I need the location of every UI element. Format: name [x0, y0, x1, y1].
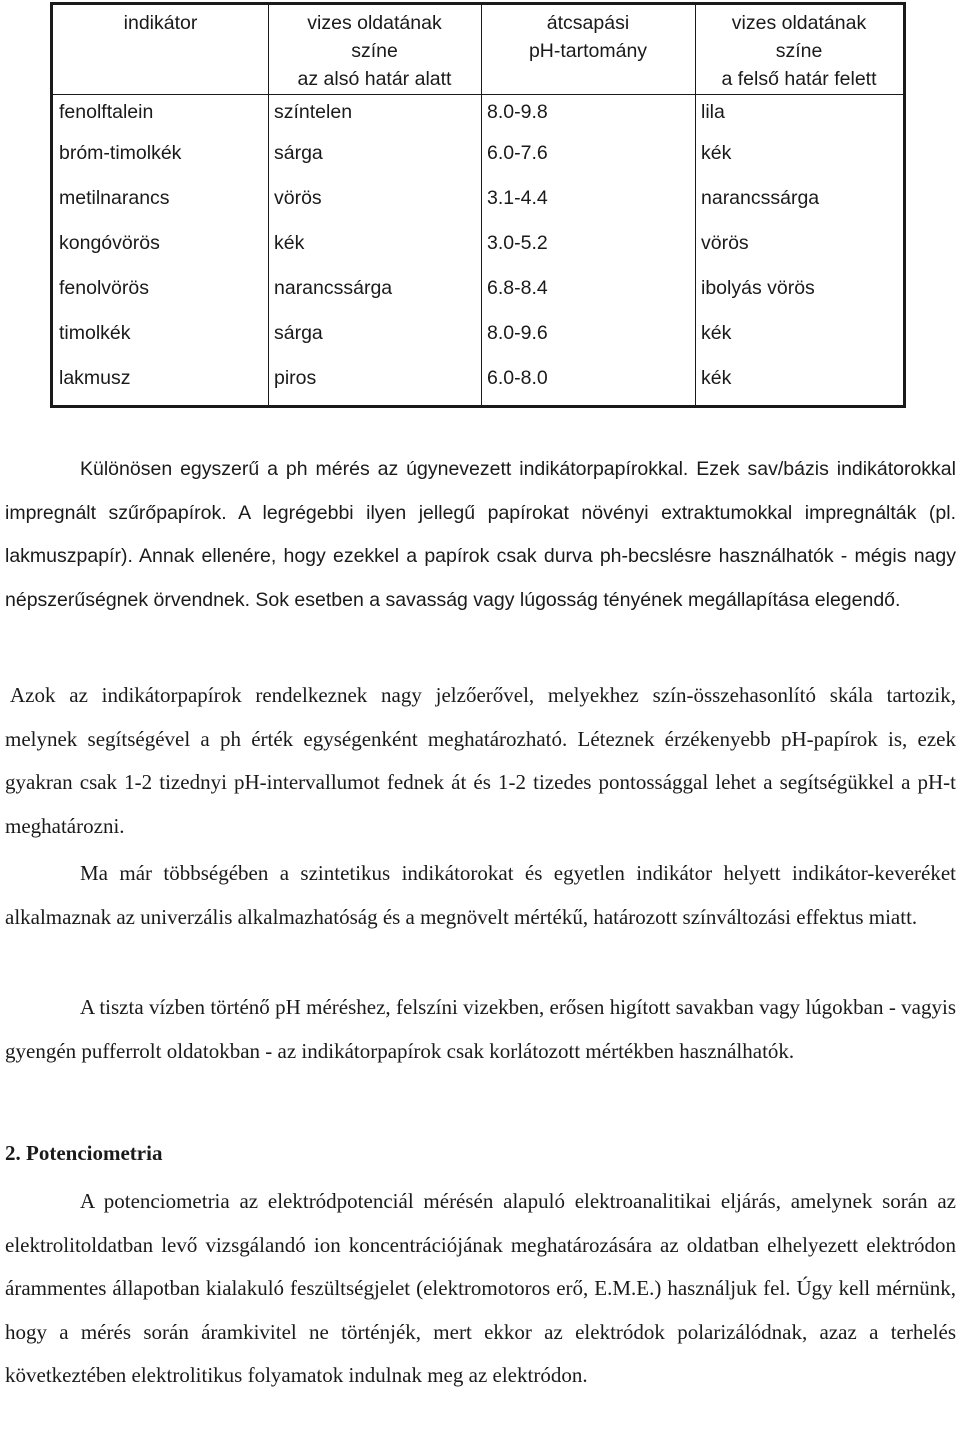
paragraph-indicator-papers: [5, 448, 956, 622]
section-heading: 2. Potenciometria: [5, 1141, 163, 1165]
cell-ph-range: 3.1-4.4: [487, 187, 548, 209]
table-row: [53, 266, 903, 311]
cell-indicator: bróm-timolkék: [59, 142, 182, 164]
cell-color-above: kék: [701, 367, 732, 389]
cell-color-below: vörös: [274, 187, 322, 209]
cell-ph-range: 8.0-9.6: [487, 322, 548, 344]
paragraph-text: Ma már többségében a szintetikus indikátorokat és egyetlen indikátor helyett indikátor-keveréket alkalmaznak az univerzális alkalmazhatóság és a megnövelt mértékű, határozott színváltozási effektus miatt.: [5, 861, 956, 929]
cell-ph-range: 6.0-7.6: [487, 142, 548, 164]
cell-color-above: lila: [701, 101, 725, 123]
header-color-below: vizes oldatának színe az alsó határ alatt: [297, 12, 452, 90]
cell-ph-range: 3.0-5.2: [487, 232, 548, 254]
paragraph-limitations: [5, 986, 956, 1073]
table-header-row: [53, 5, 903, 93]
cell-color-above: ibolyás vörös: [701, 277, 815, 299]
paragraph-text: Különösen egyszerű a ph mérés az úgynevezett indikátorpapírokkal. Ezek sav/bázis indikátorokkal impregnált szűrőpapírok. A legrégebbi ilyen jellegű papírokat növényi extraktumokkal impregnálták (pl. lakmuszpapír). Annak ellenére, hogy ezekkel a papírok csak durva ph-becslésre használhatók - mégis nagy népszerűségnek örvendnek. Sok esetben a savasság vagy lúgosság tényének megállapítása elegendő.: [5, 458, 956, 611]
cell-color-below: színtelen: [274, 101, 353, 123]
table-row: [53, 93, 903, 131]
table-row: [53, 311, 903, 356]
cell-ph-range: 6.0-8.0: [487, 367, 548, 389]
table-row: [53, 221, 903, 266]
cell-indicator: lakmusz: [59, 367, 131, 389]
header-ph-range: átcsapási pH-tartomány: [528, 12, 648, 62]
table-row: [53, 356, 903, 401]
paragraph-text: Azok az indikátorpapírok rendelkeznek nagy jelzőerővel, melyekhez szín-összehasonlító skála tartozik, melynek segítségével a ph érték egységenként meghatározható. Léteznek érzékenyebb pH-papírok is, ezek gyakran csak 1-2 tizednyi pH-intervallumot fednek át és 1-2 tizedes pontossággal lehet a segítségükkel a pH-t meghatározni.: [5, 683, 956, 838]
cell-color-below: kék: [274, 232, 305, 254]
cell-color-below: sárga: [274, 322, 323, 344]
paragraph-potentiometry: [5, 1180, 956, 1398]
paragraph-text: A tiszta vízben történő pH méréshez, felszíni vizekben, erősen higított savakban vagy lúgokban - vagyis gyengén pufferrolt oldatokban - az indikátorpapírok csak korlátozott mértékben használhatók.: [5, 995, 956, 1063]
table-row: [53, 131, 903, 176]
paragraph-text: A potenciometria az elektródpotenciál mérésén alapuló elektroanalitikai eljárás, amelynek során az elektrolitoldatban levő vizsgálandó ion koncentrációjának meghatározására az oldatban elhelyezett elektródon árammentes állapotban kialakuló feszültségjelet (elektromotoros erő, E.M.E.) használjuk fel. Úgy kell mérnünk, hogy a mérés során áramkivitel ne történjék, mert ekkor az elektródok polarizálódnak, azaz a terhelés következtében elektrolitikus folyamatok indulnak meg az elektródon.: [5, 1189, 956, 1387]
cell-indicator: kongóvörös: [59, 232, 160, 254]
paragraph-color-scale: [5, 674, 956, 848]
cell-indicator: timolkék: [59, 322, 131, 344]
cell-color-above: narancssárga: [701, 187, 820, 209]
cell-ph-range: 6.8-8.4: [487, 277, 548, 299]
cell-ph-range: 8.0-9.8: [487, 101, 548, 123]
cell-color-above: kék: [701, 322, 732, 344]
cell-indicator: fenolftalein: [59, 101, 154, 123]
table-row: [53, 176, 903, 221]
cell-indicator: fenolvörös: [59, 277, 149, 299]
header-color-above: vizes oldatának színe a felső határ felett: [721, 12, 877, 90]
cell-color-above: vörös: [701, 232, 749, 254]
cell-color-above: kék: [701, 142, 732, 164]
cell-indicator: metilnarancs: [59, 187, 170, 209]
indicator-table: [50, 2, 906, 408]
cell-color-below: piros: [274, 367, 317, 389]
paragraph-synthetic-indicators: [5, 852, 956, 939]
cell-color-below: sárga: [274, 142, 323, 164]
cell-color-below: narancssárga: [274, 277, 393, 299]
indicator-table-grid: [53, 5, 903, 401]
header-indicator: indikátor: [123, 12, 198, 34]
